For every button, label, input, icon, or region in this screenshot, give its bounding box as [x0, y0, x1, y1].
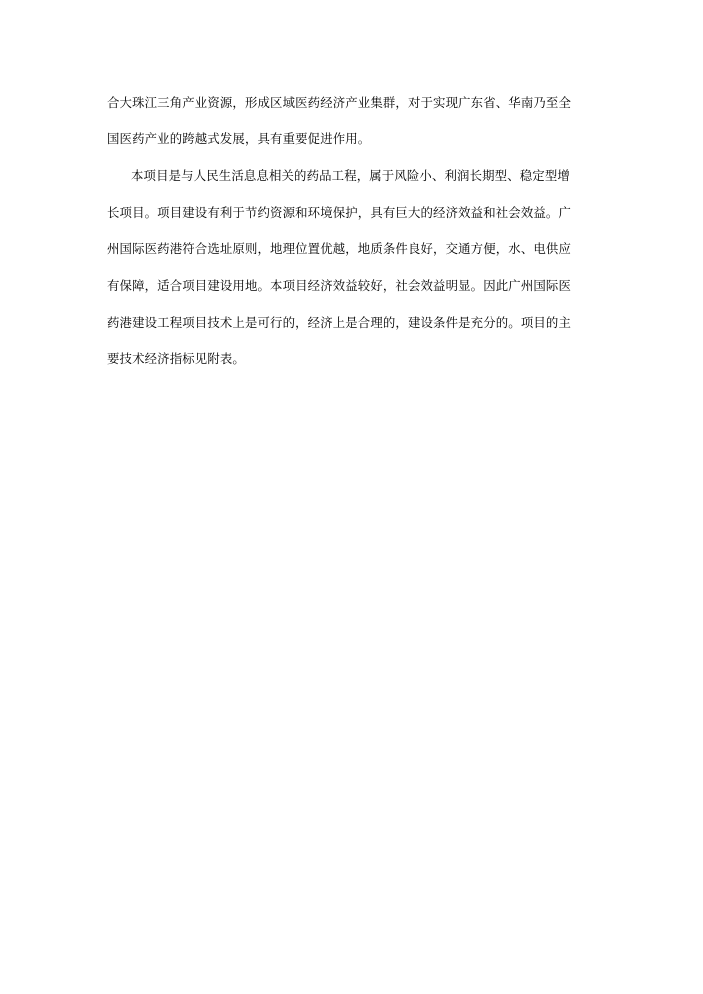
paragraph-line-5: 州国际医药港符合选址原则，地理位置优越，地质条件良好，交通方便，水、电供应	[107, 241, 572, 256]
paragraph-line-7: 药港建设工程项目技术上是可行的，经济上是合理的，建设条件是充分的。项目的主	[107, 315, 572, 330]
paragraph-line-2: 国医药产业的跨越式发展，具有重要促进作用。	[107, 131, 371, 146]
paragraph-line-4: 长项目。项目建设有利于节约资源和环境保护，具有巨大的经济效益和社会效益。广	[107, 205, 572, 220]
paragraph-line-6: 有保障，适合项目建设用地。本项目经济效益较好，社会效益明显。因此广州国际医	[107, 278, 572, 293]
paragraph-line-1: 合大珠江三角产业资源，形成区域医药经济产业集群，对于实现广东省、华南乃至全	[107, 95, 572, 110]
paragraph-line-8: 要技术经济指标见附表。	[107, 351, 245, 366]
paragraph-line-3: 本项目是与人民生活息息相关的药品工程，属于风险小、利润长期型、稳定型增	[131, 168, 570, 183]
